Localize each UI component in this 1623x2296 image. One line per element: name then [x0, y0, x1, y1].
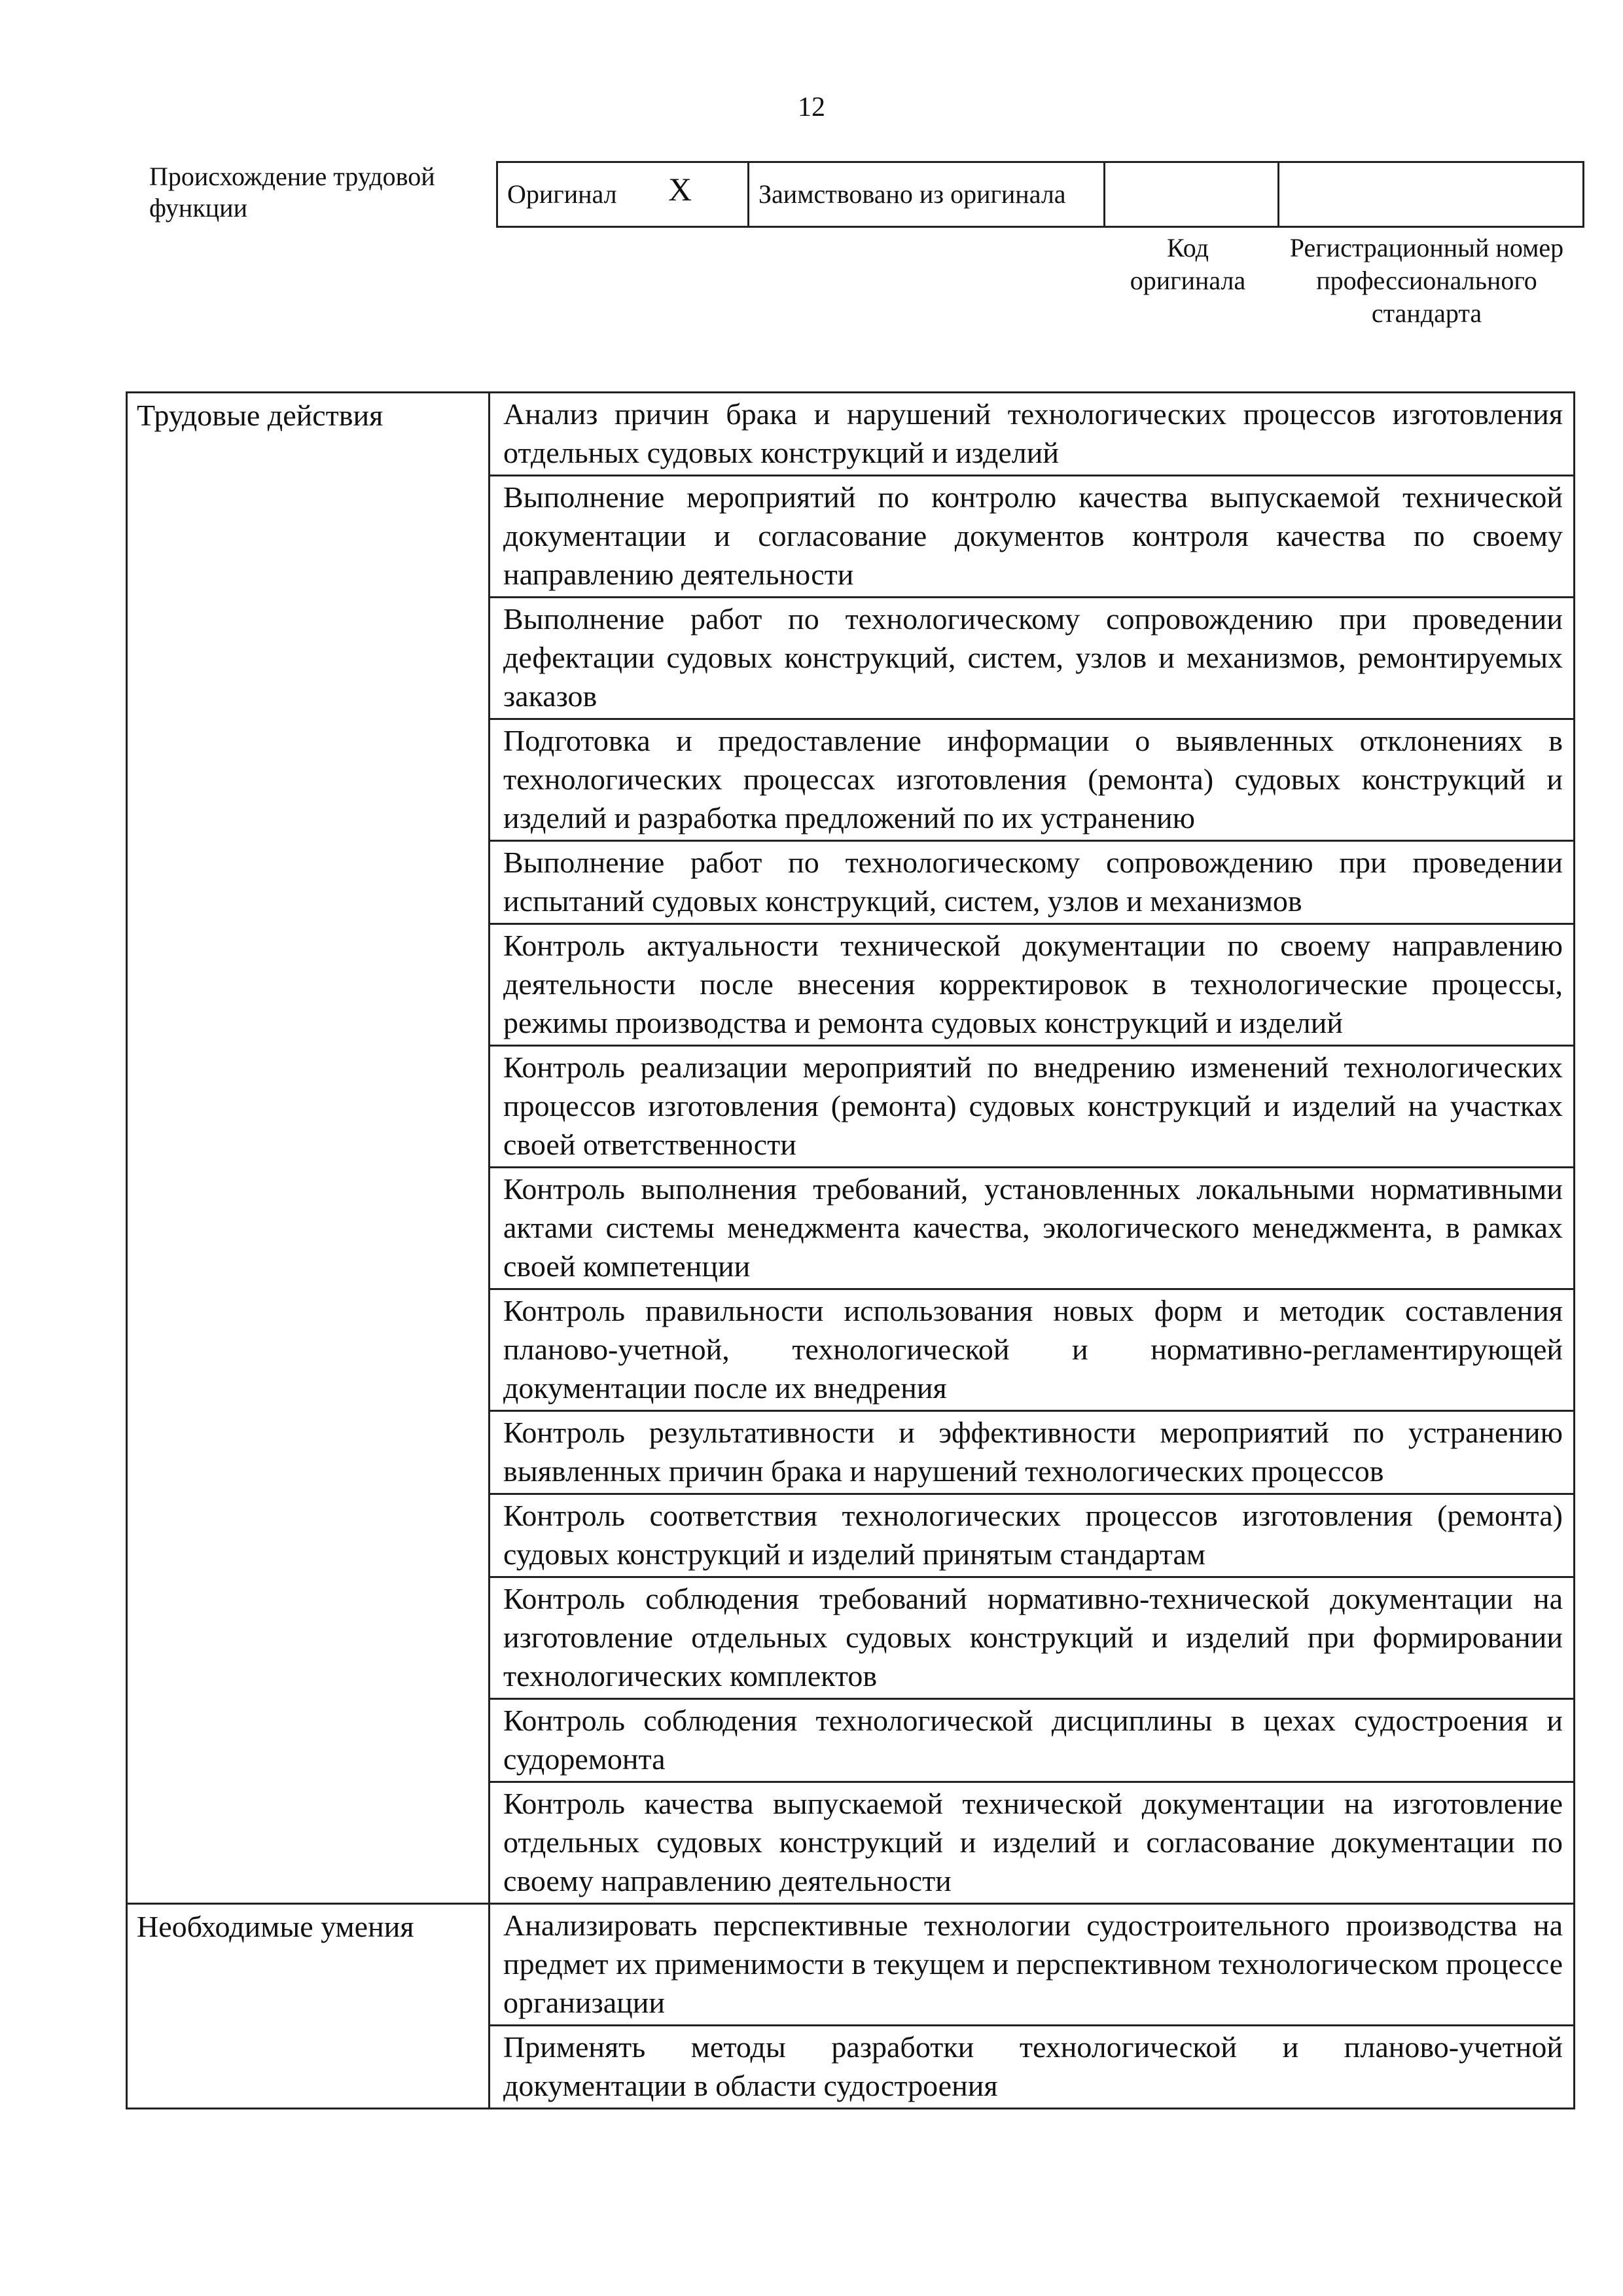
function-origin-table — [496, 161, 1584, 228]
section-item: Контроль правильности использования новых форм и методик составления планово-учетной, технологической и нормативно-регламентирующей документации после их внедрения — [490, 1289, 1575, 1411]
section-item: Применять методы разработки технологической и планово-учетной документации в области судостроения — [490, 2026, 1575, 2109]
section-item: Контроль выполнения требований, установленных локальными нормативными актами системы менеджмента качества, экологического менеджмента, в рамках своей компетенции — [490, 1168, 1575, 1289]
registration-number-cell — [1279, 162, 1584, 227]
original-code-cell — [1105, 162, 1279, 227]
section-label: Необходимые умения — [127, 1904, 490, 2109]
original-mark: X — [668, 171, 692, 207]
section-item: Подготовка и предоставление информации о выявленных отклонениях в технологических процессах изготовления (ремонта) судовых конструкций и изделий и разработка предложений по их устранению — [490, 719, 1575, 841]
section-item: Контроль качества выпускаемой технической документации на изготовление отдельных судовых конструкций и изделий и согласование документации по своему направлению деятельности — [490, 1782, 1575, 1904]
section-item: Анализ причин брака и нарушений технологических процессов изготовления отдельных судовых конструкций и изделий — [490, 393, 1575, 476]
borrowed-from-original-cell: Заимствовано из оригинала — [749, 162, 1105, 227]
registration-number-caption: Регистрационный номер профессионального стандарта — [1289, 233, 1564, 328]
original-cell — [497, 162, 749, 227]
table-row — [127, 1904, 1575, 2026]
section-item: Выполнение мероприятий по контролю качества выпускаемой технической документации и согласование документов контроля качества по своему направлению деятельности — [490, 476, 1575, 598]
section-item: Контроль соблюдения технологической дисциплины в цехах судостроения и судоремонта — [490, 1699, 1575, 1782]
section-item: Анализировать перспективные технологии судостроительного производства на предмет их применимости в текущем и перспективном технологическом процессе организации — [490, 1904, 1575, 2026]
section-item: Выполнение работ по технологическому сопровождению при проведении дефектации судовых конструкций, систем, узлов и механизмов, ремонтируемых заказов — [490, 598, 1575, 719]
section-item: Выполнение работ по технологическому сопровождению при проведении испытаний судовых конструкций, систем, узлов и механизмов — [490, 841, 1575, 924]
section-item: Контроль результативности и эффективности мероприятий по устранению выявленных причин брака и нарушений технологических процессов — [490, 1411, 1575, 1494]
section-item: Контроль актуальности технической документации по своему направлению деятельности после внесения корректировок в технологические процессы, режимы производства и ремонта судовых конструкций и изделий — [490, 924, 1575, 1046]
function-origin-label: Происхождение трудовой функции — [149, 162, 435, 223]
original-label: Оригинал — [507, 179, 617, 209]
section-item: Контроль соответствия технологических процессов изготовления (ремонта) судовых конструкций и изделий принятым стандартам — [490, 1494, 1575, 1577]
section-item: Контроль соблюдения требований нормативно-технической документации на изготовление отдельных судовых конструкций и изделий при формировании технологических комплектов — [490, 1577, 1575, 1699]
section-item: Контроль реализации мероприятий по внедрению изменений технологических процессов изготовления (ремонта) судовых конструкций и изделий на участках своей ответственности — [490, 1046, 1575, 1168]
labor-function-table — [126, 391, 1575, 2109]
page-number: 12 — [798, 92, 825, 122]
table-row — [127, 393, 1575, 476]
section-label: Трудовые действия — [127, 393, 490, 1904]
original-code-caption: Код оригинала — [1130, 233, 1246, 295]
